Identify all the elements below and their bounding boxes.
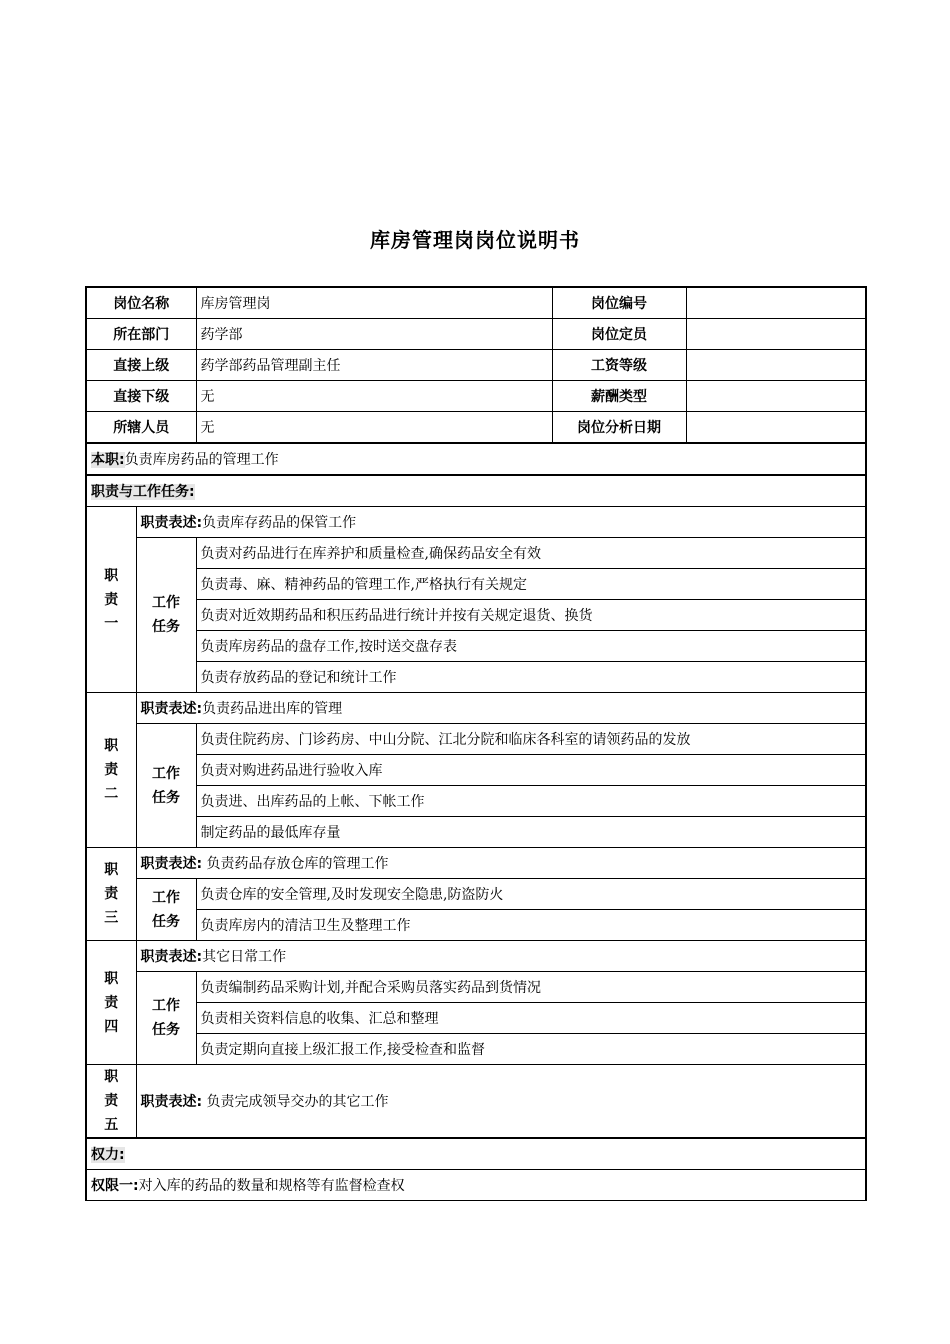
info-row (86, 412, 866, 444)
task-row (86, 538, 866, 569)
info-value-2 (686, 350, 866, 381)
task-text: 负责存放药品的登记和统计工作 (196, 662, 866, 693)
task-text: 负责仓库的安全管理,及时发现安全隐患,防盗防火 (196, 879, 866, 910)
info-label: 所辖人员 (86, 412, 196, 444)
power-header-row (86, 1138, 866, 1170)
task-row (86, 600, 866, 631)
duty-name (86, 848, 136, 941)
task-row (86, 1003, 866, 1034)
power-header: 权力: (91, 1147, 125, 1163)
duty-statement-cell (136, 848, 866, 879)
info-value: 药学部药品管理副主任 (196, 350, 552, 381)
duty-statement-row (86, 507, 866, 538)
task-label-line: 任务 (152, 789, 180, 806)
info-label-2: 薪酬类型 (552, 381, 686, 412)
info-label: 岗位名称 (86, 287, 196, 319)
task-row (86, 817, 866, 848)
task-text: 负责库房药品的盘存工作,按时送交盘存表 (196, 631, 866, 662)
power-text: 对入库的药品的数量和规格等有监督检查权 (138, 1178, 405, 1194)
duty-statement-row (86, 693, 866, 724)
duty-name-char: 职 (104, 970, 119, 987)
duty-name-char: 一 (104, 615, 119, 632)
info-label-2: 岗位编号 (552, 287, 686, 319)
statement-label: 职责表述: (140, 856, 203, 872)
statement-label: 职责表述: (140, 1094, 203, 1110)
duty-name-char: 职 (104, 738, 119, 754)
info-value-2 (686, 412, 866, 444)
task-row (86, 1034, 866, 1065)
duty-name-char: 三 (104, 910, 119, 926)
duty-statement-row (86, 1065, 866, 1139)
statement-text: 负责完成领导交办的其它工作 (202, 1094, 389, 1110)
statement-label: 职责表述: (140, 949, 203, 965)
info-value: 无 (196, 381, 552, 412)
task-row (86, 786, 866, 817)
task-row (86, 569, 866, 600)
duty-name-char: 责 (104, 591, 119, 608)
task-label-line: 工作 (152, 595, 180, 611)
main-duty-row (86, 443, 866, 475)
task-label-line: 任务 (152, 1022, 180, 1038)
power-row (86, 1170, 866, 1201)
task-text: 负责住院药房、门诊药房、中山分院、江北分院和临床各科室的请领药品的发放 (196, 724, 866, 755)
task-row (86, 972, 866, 1003)
duties-header-cell (86, 475, 866, 507)
duty-statement-cell (136, 941, 866, 972)
main-duty-label: 本职: (91, 452, 125, 468)
duty-name-char: 四 (104, 1018, 119, 1035)
duty-name-char: 职 (104, 862, 119, 878)
duty-statement-cell (136, 693, 866, 724)
statement-text: 负责药品进出库的管理 (202, 701, 343, 717)
job-description-table (85, 286, 867, 1201)
info-value: 药学部 (196, 319, 552, 350)
task-label (136, 538, 196, 693)
task-text: 负责库房内的清洁卫生及整理工作 (196, 910, 866, 941)
task-text: 负责毒、麻、精神药品的管理工作,严格执行有关规定 (196, 569, 866, 600)
task-label-line: 工作 (152, 889, 180, 906)
task-text: 负责进、出库药品的上帐、下帐工作 (196, 786, 866, 817)
duty-name-char: 二 (104, 786, 119, 802)
task-label (136, 879, 196, 941)
info-row (86, 350, 866, 381)
task-row (86, 910, 866, 941)
task-label-line: 任务 (152, 913, 180, 930)
duty-name-char: 职 (104, 1069, 119, 1085)
info-label-2: 岗位分析日期 (552, 412, 686, 444)
duty-name-char: 责 (104, 886, 119, 902)
info-value-2 (686, 319, 866, 350)
duty-statement-row (86, 941, 866, 972)
info-label-2: 岗位定员 (552, 319, 686, 350)
duty-statement-cell (136, 1065, 866, 1139)
power-cell (86, 1170, 866, 1201)
main-duty-cell (86, 443, 866, 475)
info-value: 库房管理岗 (196, 287, 552, 319)
task-text: 负责定期向直接上级汇报工作,接受检查和监督 (196, 1034, 866, 1065)
duty-statement-row (86, 848, 866, 879)
info-label-2: 工资等级 (552, 350, 686, 381)
main-duty-text: 负责库房药品的管理工作 (124, 452, 279, 468)
duty-name (86, 693, 136, 848)
task-text: 负责对购进药品进行验收入库 (196, 755, 866, 786)
task-label-line: 工作 (152, 998, 180, 1014)
duty-name (86, 507, 136, 693)
info-label: 所在部门 (86, 319, 196, 350)
page-title: 库房管理岗岗位说明书 (370, 228, 580, 252)
task-row (86, 631, 866, 662)
statement-text: 负责药品存放仓库的管理工作 (202, 856, 389, 872)
power-label: 权限一: (91, 1178, 139, 1194)
duty-name-char: 责 (104, 994, 119, 1011)
duty-name-char: 五 (104, 1117, 119, 1133)
task-row (86, 879, 866, 910)
statement-label: 职责表述: (140, 701, 203, 717)
info-value-2 (686, 381, 866, 412)
task-label (136, 724, 196, 848)
statement-label: 职责表述: (140, 515, 203, 531)
task-text: 负责相关资料信息的收集、汇总和整理 (196, 1003, 866, 1034)
task-label-line: 任务 (152, 619, 180, 635)
task-row (86, 724, 866, 755)
info-row (86, 319, 866, 350)
duty-name-char: 职 (104, 567, 119, 584)
task-row (86, 662, 866, 693)
duty-name (86, 941, 136, 1065)
info-row (86, 381, 866, 412)
info-label: 直接下级 (86, 381, 196, 412)
statement-text: 其它日常工作 (202, 949, 287, 965)
duties-header-row (86, 475, 866, 507)
power-header-cell (86, 1138, 866, 1170)
info-label: 直接上级 (86, 350, 196, 381)
task-label (136, 972, 196, 1065)
duty-name-char: 责 (104, 762, 119, 778)
task-text: 负责对药品进行在库养护和质量检查,确保药品安全有效 (196, 538, 866, 569)
task-label-line: 工作 (152, 765, 180, 782)
task-text: 制定药品的最低库存量 (196, 817, 866, 848)
duties-header: 职责与工作任务: (91, 484, 195, 500)
statement-text: 负责库存药品的保管工作 (202, 515, 357, 531)
duty-statement-cell (136, 507, 866, 538)
duty-name-char: 责 (104, 1093, 119, 1109)
info-value: 无 (196, 412, 552, 444)
task-row (86, 755, 866, 786)
duty-name (86, 1065, 136, 1139)
info-value-2 (686, 287, 866, 319)
info-row (86, 287, 866, 319)
task-text: 负责编制药品采购计划,并配合采购员落实药品到货情况 (196, 972, 866, 1003)
task-text: 负责对近效期药品和积压药品进行统计并按有关规定退货、换货 (196, 600, 866, 631)
